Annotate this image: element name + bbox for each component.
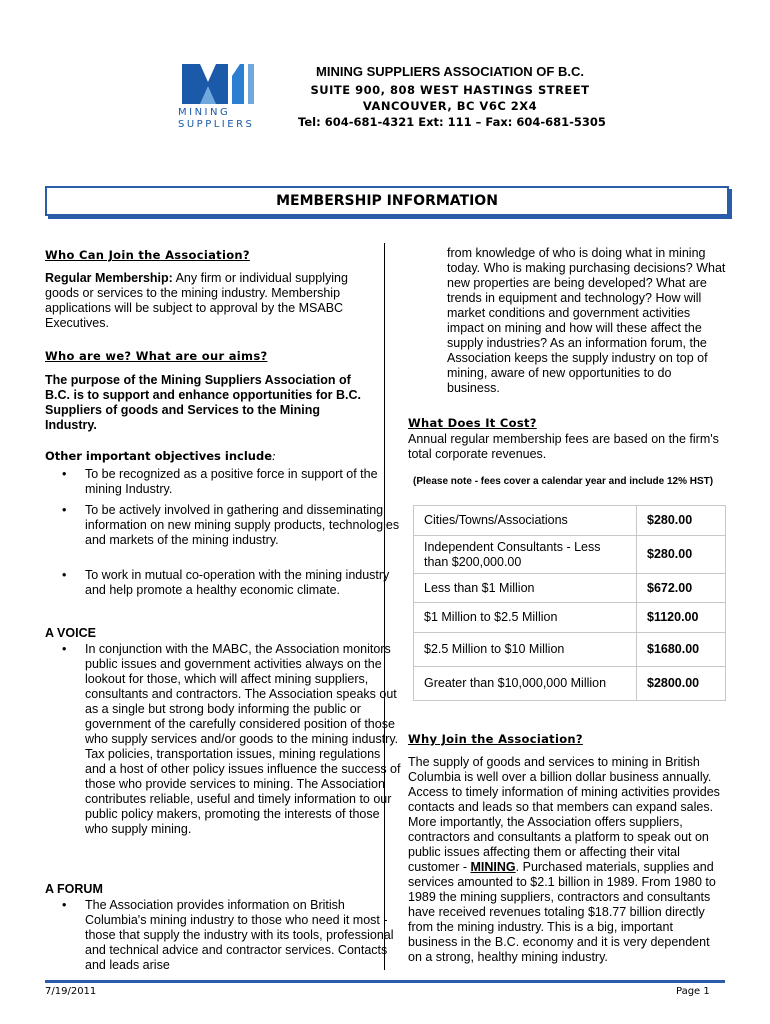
regular-membership-text: Any firm or individual supplying goods or services to the mining industry. Membership applications will be subject to approval by the MSABC Executives. — [45, 271, 348, 330]
fee-amount: $280.00 — [637, 536, 726, 574]
who-join-heading: Who Can Join the Association? — [45, 248, 250, 262]
forum-heading: A FORUM — [45, 882, 103, 896]
forum-text: The Association provides information on British Columbia's mining industry to those who need it most - those that supply the industry with its tools, professional and technical advice and contractor services. Contacts and leads arise — [85, 898, 394, 972]
voice-section — [45, 642, 405, 872]
aims-heading: Who are we? What are our aims? — [45, 349, 268, 363]
fee-amount: $2800.00 — [637, 667, 726, 701]
objective-item: To be recognized as a positive force in support of the mining Industry. — [85, 467, 378, 496]
objectives-heading — [45, 449, 276, 464]
regular-membership-label: Regular Membership: — [45, 271, 173, 285]
fee-category: Greater than $10,000,000 Million — [414, 667, 637, 701]
footer-page-number: Page 1 — [676, 986, 710, 997]
table-row — [414, 667, 726, 701]
fee-category: $2.5 Million to $10 Million — [414, 633, 637, 667]
footer-date: 7/19/2011 — [45, 986, 97, 997]
bullet-icon: • — [62, 467, 67, 481]
fee-category: Independent Consultants - Less than $200,000.00 — [414, 536, 637, 574]
forum-continued-text: from knowledge of who is doing what in mining today. Who is making purchasing decisions? What new properties are being developed? What are trends in equipment and technology? How will market conditions and government activities impact on mining and how will these affect the supply industries? As an information forum, the Association keeps the supply industry on top of mining, aware of new opportunities to do business. — [447, 246, 726, 395]
bullet-icon: • — [62, 642, 67, 656]
objectives-heading-colon: : — [272, 449, 276, 463]
forum-section — [45, 898, 405, 978]
table-row — [414, 536, 726, 574]
fee-amount: $280.00 — [637, 506, 726, 536]
fee-amount: $1120.00 — [637, 603, 726, 633]
fee-note: (Please note - fees cover a calendar year and include 12% HST) — [413, 476, 714, 487]
why-join-heading: Why Join the Association? — [408, 732, 583, 746]
fee-category: Cities/Towns/Associations — [414, 506, 637, 536]
fee-category: $1 Million to $2.5 Million — [414, 603, 637, 633]
table-row — [414, 506, 726, 536]
cost-heading: What Does It Cost? — [408, 416, 537, 430]
why-join-mining-emphasis: MINING — [470, 860, 516, 874]
objective-item: To work in mutual co-operation with the mining industry and help promote a healthy economic climate. — [85, 568, 390, 597]
bullet-icon: • — [62, 503, 67, 517]
footer-rule — [45, 980, 725, 983]
table-row — [414, 633, 726, 667]
fee-table — [413, 505, 726, 701]
why-join-text — [408, 755, 724, 965]
purpose-statement: The purpose of the Mining Suppliers Association of B.C. is to support and enhance opportunities for B.C. Suppliers of goods and Services to the Mining Industry. — [45, 373, 361, 432]
why-join-text-a: The supply of goods and services to mining in British Columbia is well over a billion dollar business annually. Access to timely information of mining activities provides contacts and leads so that members can expand sales. More importantly, the Association offers suppliers, contractors and consultants a platform to speak out on public issues affecting them or affecting their vital customer - — [408, 755, 720, 874]
table-row — [414, 603, 726, 633]
mining-suppliers-logo — [178, 60, 268, 130]
regular-membership-paragraph — [45, 271, 365, 331]
logo-line-suppliers: SUPPLIERS — [178, 119, 255, 130]
contact-line: Tel: 604-681-4321 Ext: 111 – Fax: 604-681-5305 — [298, 115, 606, 129]
fee-amount: $1680.00 — [637, 633, 726, 667]
org-name: MINING SUPPLIERS ASSOCIATION OF B.C. — [316, 64, 584, 79]
fee-category: Less than $1 Million — [414, 574, 637, 603]
address-line-1: SUITE 900, 808 WEST HASTINGS STREET — [310, 83, 590, 97]
cost-text: Annual regular membership fees are based on the firm's total corporate revenues. — [408, 432, 719, 461]
title-banner — [45, 186, 729, 216]
voice-heading: A VOICE — [45, 626, 96, 640]
mountain-logo-icon — [178, 60, 268, 105]
bullet-icon: • — [62, 898, 67, 912]
table-row — [414, 574, 726, 603]
voice-text: In conjunction with the MABC, the Association monitors public issues and government activities always on the lookout for those, which will affect mining suppliers, consultants and contractors. The Association speaks out as a single but strong body informing the public or government of the carefully considered position of those who supply services and/or goods to the mining industry. Tax policies, transportation issues, mining regulations and a host of other policy issues influence the success of those who provide services to mining. The Association contributes reliable, useful and timely information to our public policy makers, promoting the interests of those who supply mining. — [85, 642, 401, 836]
address-line-2: VANCOUVER, BC V6C 2X4 — [362, 99, 538, 113]
fee-amount: $672.00 — [637, 574, 726, 603]
why-join-text-b: . Purchased materials, supplies and services amounted to $2.1 billion in 1989. From 1980 to 1989 the mining suppliers, contractors and consultants have received revenues totaling $18.77 billion directly from the mining industry. This is a big, important business in the B.C. economy and it is very dependent on a strong, healthy mining industry. — [408, 860, 716, 964]
objectives-list — [45, 467, 405, 617]
logo-line-mining: MINING — [178, 107, 231, 118]
bullet-icon: • — [62, 568, 67, 582]
objectives-heading-text: Other important objectives include — [45, 449, 272, 463]
page-title: MEMBERSHIP INFORMATION — [276, 193, 498, 209]
objective-item: To be actively involved in gathering and disseminating information on new mining supply products, technologies and markets of the mining industry. — [85, 503, 400, 547]
